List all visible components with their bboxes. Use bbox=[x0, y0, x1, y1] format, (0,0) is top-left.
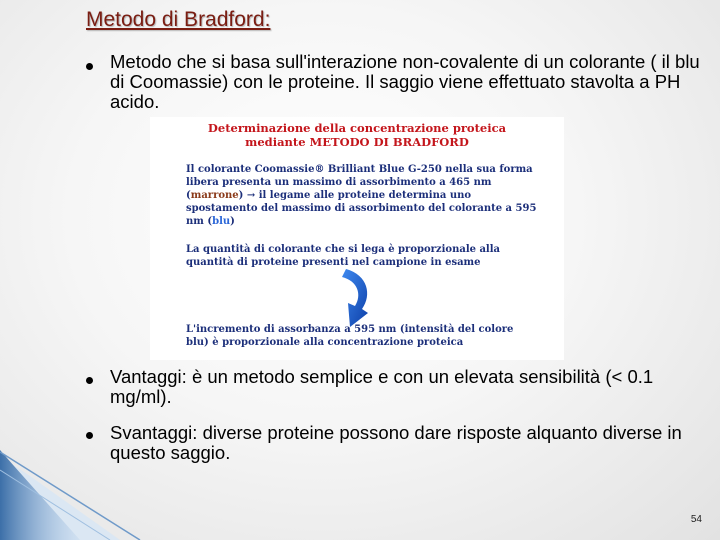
bullet-dot-icon bbox=[86, 432, 93, 439]
curved-arrow-icon bbox=[338, 265, 374, 331]
bullet-text-method: Metodo che si basa sull'interazione non-covalente di un colorante ( il blu di Coomassie) con le proteine. Il saggio viene effettuato stavolta a PH acido. bbox=[110, 51, 700, 112]
figure-paragraph-1-b: ) → il legame alle proteine determina uno spostamento del massimo di assorbimento del colorante a 595 nm ( bbox=[186, 190, 537, 227]
bullet-dot-icon bbox=[86, 63, 93, 70]
figure-paragraph-1 bbox=[186, 163, 538, 228]
figure-paragraph-1-a: Il colorante Coomassie® Brilliant Blue G-250 nella sua forma libera presenta un massimo di assorbimento a 465 nm ( bbox=[186, 164, 533, 201]
bullet-text-vantaggi: Vantaggi: è un metodo semplice e con un elevata sensibilità (< 0.1 mg/ml). bbox=[110, 366, 654, 407]
figure-word-marrone: marrone bbox=[190, 190, 239, 201]
slide-title: Metodo di Bradford: bbox=[86, 8, 271, 31]
figure-paragraph-1-c: ) bbox=[230, 216, 235, 227]
bradford-figure bbox=[150, 117, 564, 360]
figure-title bbox=[150, 121, 564, 149]
figure-title-line1: Determinazione della concentrazione proteica bbox=[207, 121, 507, 135]
corner-decoration bbox=[0, 450, 260, 540]
bullet-text-svantaggi: Svantaggi: diverse proteine possono dare risposte alquanto diverse in questo saggio. bbox=[110, 422, 682, 463]
page-number: 54 bbox=[690, 514, 702, 525]
figure-title-line2: mediante METODO DI BRADFORD bbox=[245, 135, 469, 149]
figure-paragraph-3: L'incremento di assorbanza a 595 nm (intensità del colore blu) è proporzionale alla concentrazione proteica bbox=[186, 324, 514, 348]
figure-word-blu: blu bbox=[212, 216, 231, 227]
bullet-dot-icon bbox=[86, 377, 93, 384]
figure-paragraph-2: La quantità di colorante che si lega è proporzionale alla quantità di proteine presenti nel campione in esame bbox=[186, 244, 501, 268]
